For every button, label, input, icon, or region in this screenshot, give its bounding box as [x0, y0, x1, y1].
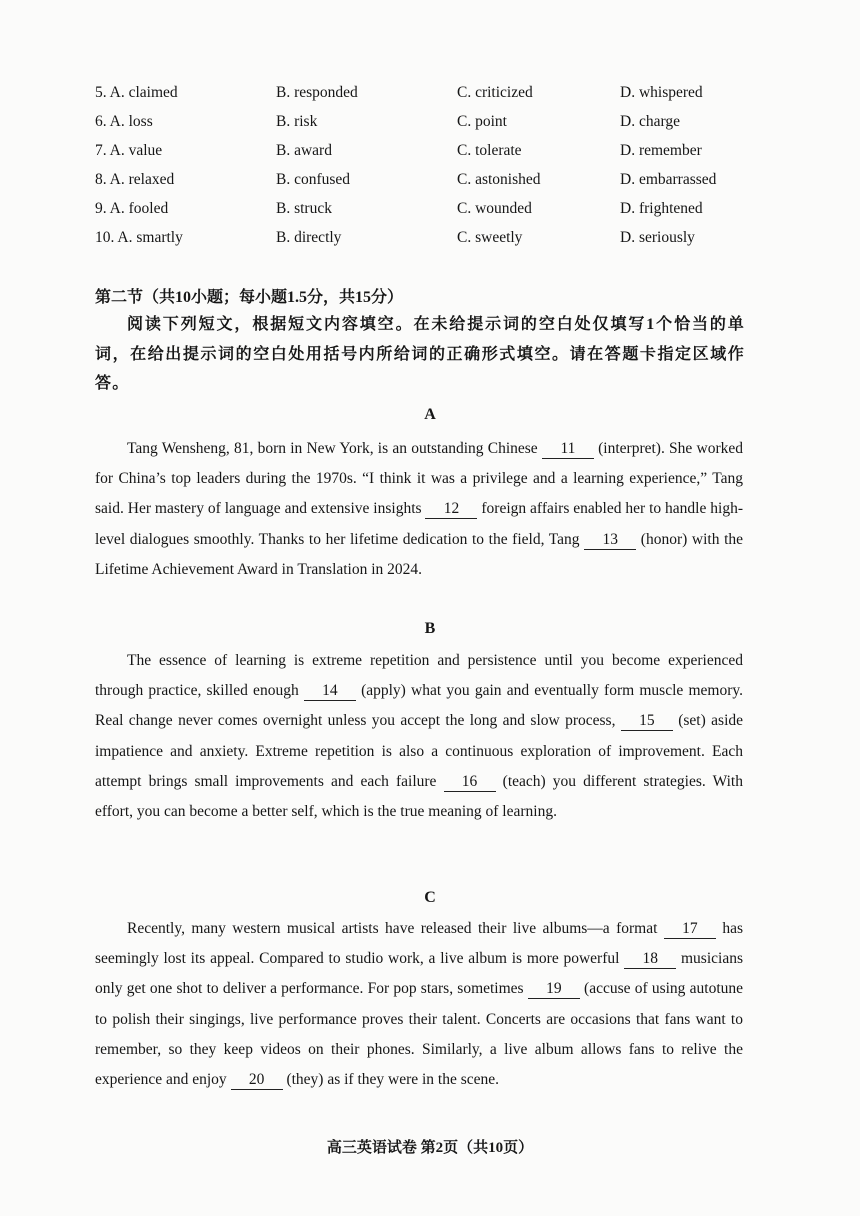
passage-text: (honor) with the Lifetime Achievement Award in Translation in 2024. — [95, 530, 744, 578]
choice-a — [95, 142, 276, 160]
option-text: A. fooled — [109, 199, 169, 217]
passage-text: has seemingly lost its appeal. Compared to studio work, a live album is more powerful — [95, 920, 743, 968]
choice-c: C. astonished — [457, 170, 541, 188]
choice-d: D. remember — [620, 141, 702, 159]
choice-a — [95, 171, 276, 189]
choice-c: C. sweetly — [457, 228, 523, 246]
passage-text: foreign affairs enabled her to handle high-level dialogues smoothly. Thanks to her lifetime dedication to the field, Tang — [95, 500, 744, 548]
choice-a — [95, 200, 276, 218]
choice-row — [95, 223, 775, 252]
passage-a-title: A — [424, 406, 436, 423]
choice-row — [95, 165, 775, 194]
passage-text: The essence of learning is extreme repetition and persistence until you become experienced through practice, skilled enough — [95, 652, 743, 700]
passage-b-text — [95, 646, 743, 827]
choice-d: D. seriously — [620, 228, 695, 246]
section-instructions: 阅读下列短文，根据短文内容填空。在未给提示词的空白处仅填写1个恰当的单词，在给出提示词的空白处用括号内所给词的正确形式填空。请在答题卡指定区域作答。 — [95, 316, 745, 392]
choice-b: B. responded — [276, 83, 358, 101]
question-number: 10. — [95, 228, 115, 246]
option-text: A. claimed — [109, 83, 178, 101]
blank-12[interactable]: 12 — [425, 500, 477, 519]
option-text: A. value — [109, 141, 163, 159]
question-number: 8. — [95, 170, 107, 188]
passage-text: (teach) you different strategies. With effort, you can become a better self, which is the true meaning of learning. — [95, 772, 743, 821]
option-text: A. smartly — [117, 228, 183, 246]
blank-16[interactable]: 16 — [444, 773, 496, 792]
choice-b: B. directly — [276, 228, 342, 246]
choice-row — [95, 194, 775, 223]
passage-c-text — [95, 914, 743, 1095]
choice-b: B. risk — [276, 112, 318, 130]
question-number: 9. — [95, 199, 107, 217]
passage-c-title: C — [424, 889, 436, 906]
choice-row — [95, 107, 775, 136]
choice-a — [95, 229, 276, 247]
passage-text: (apply) what you gain and eventually form muscle memory. Real change never comes overnight unless you accept the long and slow process, — [95, 682, 743, 730]
section-heading: 第二节（共10小题；每小题1.5分，共15分） — [95, 289, 404, 306]
choices-list — [95, 78, 775, 252]
choice-c: C. point — [457, 112, 507, 130]
blank-11[interactable]: 11 — [542, 440, 594, 459]
page-footer: 高三英语试卷 第2页（共10页） — [326, 1140, 534, 1156]
choice-c: C. criticized — [457, 83, 533, 101]
choice-row — [95, 136, 775, 165]
blank-14[interactable]: 14 — [304, 682, 356, 701]
passage-a-text — [95, 434, 743, 585]
option-text: A. relaxed — [109, 170, 175, 188]
choice-c: C. wounded — [457, 199, 532, 217]
question-number: 6. — [95, 112, 107, 130]
choice-d: D. frightened — [620, 199, 703, 217]
choice-d: D. whispered — [620, 83, 703, 101]
passage-text: (interpret). She worked for China’s top leaders during the 1970s. “I think it was a privilege and a learning experience,” Tang said. Her mastery of language and extensive insights — [95, 440, 743, 518]
choice-c: C. tolerate — [457, 141, 522, 159]
option-text: A. loss — [109, 112, 153, 130]
choice-d: D. embarrassed — [620, 170, 717, 188]
passage-b-title: B — [424, 620, 436, 637]
choice-d: D. charge — [620, 112, 680, 130]
blank-15[interactable]: 15 — [621, 712, 673, 731]
choice-b: B. award — [276, 141, 332, 159]
choice-a — [95, 113, 276, 131]
blank-13[interactable]: 13 — [584, 531, 636, 550]
blank-18[interactable]: 18 — [624, 950, 676, 969]
blank-17[interactable]: 17 — [664, 920, 716, 939]
passage-text: Tang Wensheng, 81, born in New York, is an outstanding Chinese — [127, 440, 542, 457]
passage-text: (set) aside impatience and anxiety. Extreme repetition is also a continuous exploration of improvement. Each attempt brings small improvements and each failure — [95, 712, 744, 790]
question-number: 7. — [95, 141, 107, 159]
blank-20[interactable]: 20 — [231, 1071, 283, 1090]
question-number: 5. — [95, 83, 107, 101]
passage-text: musicians only get one shot to deliver a performance. For pop stars, sometimes — [95, 950, 743, 998]
passage-text: (accuse of using autotune to polish their singings, live performance proves their talent. Concerts are occasions that fans want to remember, so they keep videos on their phones. Similarly, a live album allows fans to relive the experience and enjoy — [95, 980, 744, 1089]
blank-19[interactable]: 19 — [528, 980, 580, 999]
choice-b: B. confused — [276, 170, 351, 188]
choice-b: B. struck — [276, 199, 332, 217]
choice-row — [95, 78, 775, 107]
passage-text: Recently, many western musical artists have released their live albums—a format — [127, 920, 664, 937]
passage-text: (they) as if they were in the scene. — [282, 1071, 500, 1089]
choice-a — [95, 84, 276, 102]
